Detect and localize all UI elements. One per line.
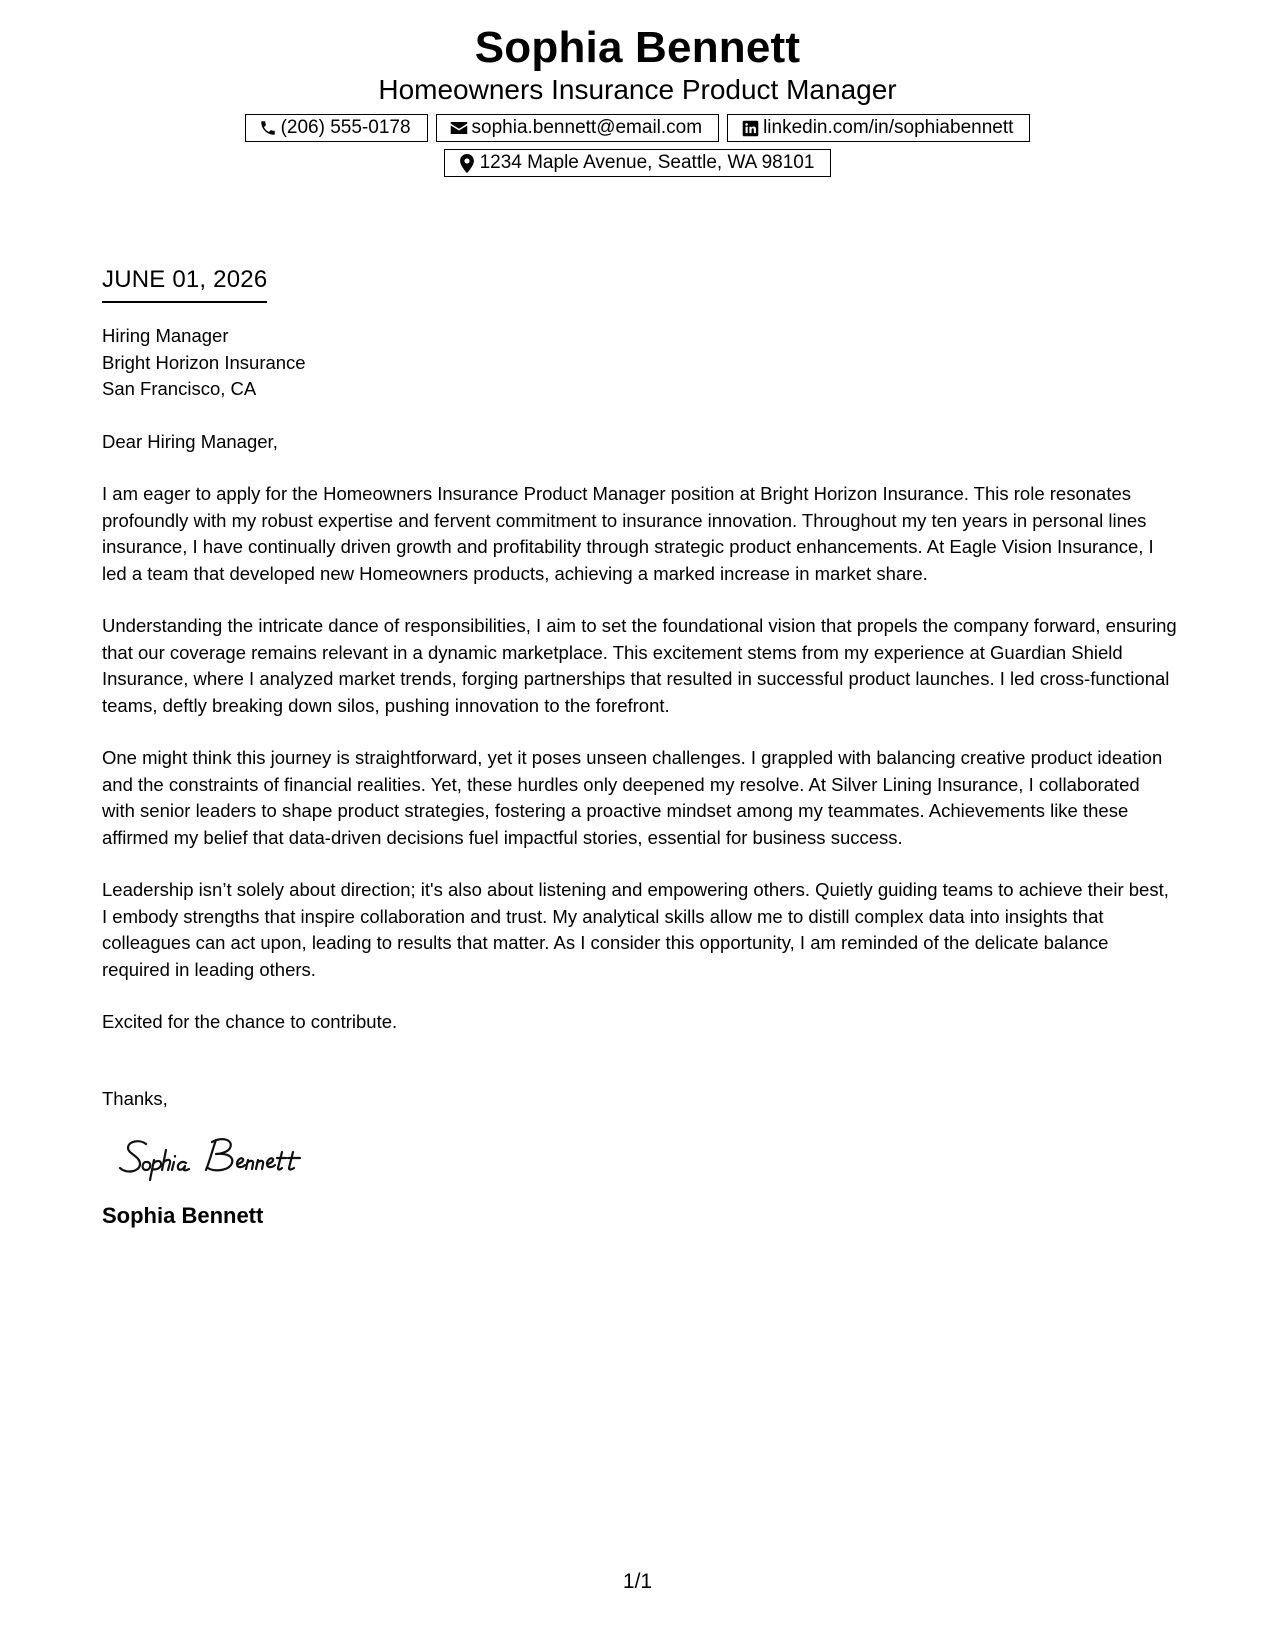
recipient-line-2: Bright Horizon Insurance [102,351,306,373]
page-number: 1/1 [622,1570,653,1593]
body-paragraph-4: Leadership isn’t solely about direction; it's also about listening and empowering others. Quietly guiding teams to achieve their best, I embody strengths that inspire collaboration and trust. My analytical skills allow me to distill complex data into insights that colleagues can act upon, leading to results that matter. As I consider this opportunity, I am reminded of the delicate balance required in leading others. [102,879,1169,980]
email-text: sophia.bennett@email.com [471,117,703,138]
salutation: Dear Hiring Manager, [102,430,278,452]
linkedin-contact[interactable] [727,114,1030,142]
applicant-name: Sophia Bennett [474,23,801,72]
recipient-line-1: Hiring Manager [102,325,229,346]
map-pin-icon [457,153,477,173]
recipient-block [102,323,1177,403]
phone-contact[interactable] [245,114,428,142]
handwritten-signature [116,1130,1177,1188]
body-paragraph-3: One might think this journey is straightforward, yet it poses unseen challenges. I grappled with balancing creative product ideation and the constraints of financial realities. Yet, these hurdles only deepened my resolve. At Silver Lining Insurance, I collaborated with senior leaders to shape product strategies, fostering a proactive mindset among my teammates. Achievements like these affirmed my belief that data-driven decisions fuel impactful stories, essential for business success. [102,747,1163,848]
sign-off: Thanks, [102,1087,168,1109]
linkedin-icon [740,118,760,138]
body-paragraph-1: I am eager to apply for the Homeowners Insurance Product Manager position at Bright Horizon Insurance. This role resonates profoundly with my robust expertise and fervent commitment to insurance innovation. Throughout my ten years in personal lines insurance, I have continually driven growth and profitability through strategic product enhancements. At Eagle Vision Insurance, I led a team that developed new Homeowners products, achieving a marked increase in market share. [102,483,1154,584]
letter-body [102,265,1177,1230]
letter-date: JUNE 01, 2026 [102,265,267,303]
signer-name: Sophia Bennett [102,1203,264,1228]
letter-header [0,22,1275,177]
address-contact[interactable] [444,149,832,177]
recipient-line-3: San Francisco, CA [102,378,257,399]
phone-icon [258,118,278,138]
contact-row-2 [0,149,1275,177]
address-text: 1234 Maple Avenue, Seattle, WA 98101 [479,152,815,173]
closing-line: Excited for the chance to contribute. [102,1011,398,1032]
phone-text: (206) 555-0178 [280,117,411,138]
applicant-title: Homeowners Insurance Product Manager [378,74,897,105]
envelope-icon [449,118,469,138]
email-contact[interactable] [436,114,720,142]
linkedin-text: linkedin.com/in/sophiabennett [763,117,1014,138]
contact-row-1 [0,114,1275,142]
body-paragraph-2: Understanding the intricate dance of responsibilities, I aim to set the foundational vision that propels the company forward, ensuring that our coverage remains relevant in a dynamic marketplace. This excitement stems from my experience at Guardian Shield Insurance, where I analyzed market trends, forging partnerships that resulted in successful product launches. I led cross-functional teams, deftly breaking down silos, pushing innovation to the forefront. [102,615,1177,716]
